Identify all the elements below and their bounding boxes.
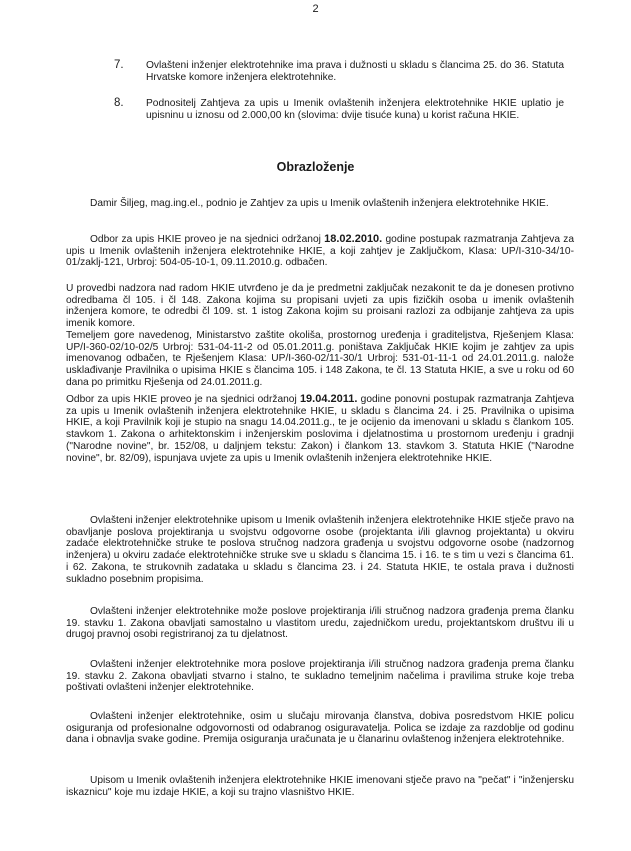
list-item-number: 8.: [114, 97, 124, 109]
paragraph-4: Temeljem gore navedenog, Ministarstvo zaštite okoliša, prostornog uređenja i graditeljstva, Rješenjem Klasa: UP/I-360-02/10-02/5 Urbroj: 531-04-11-2 od 05.01.2011.g. poništava Zaključak HKIE kojim je zahtjev za upis imenovanog odbačen, te Rješenjem Klasa: UP/I-360-02/11-30/1 Urbroj: 531-01-11-1 od 24.01.2011.g. nalože usklađivanje Pravilnika o upisima HKIE s člancima 105. i 148 Zakona, te čl. 13 Statuta HKIE, a sve u roku od 60 dana po primitku Rješenja od 24.01.2011.g.: [66, 330, 574, 388]
paragraph-7: Ovlašteni inženjer elektrotehnike može poslove projektiranja i/ili stručnog nadzora građenja prema članku 19. stavku 1. Zakona obavljati samostalno u vlastitom uredu, zajedničkom uredu, projektantskom društvu ili u drugoj pravnoj osobi registriranoj za tu djelatnost.: [66, 606, 574, 641]
list-item-8: [114, 98, 564, 121]
paragraph-1: Damir Šiljeg, mag.ing.el., podnio je Zahtjev za upis u Imenik ovlaštenih inženjera elektrotehnike HKIE.: [90, 198, 549, 209]
paragraph-text: Odbor za upis HKIE proveo je na sjednici održanoj: [66, 394, 300, 405]
page-number: 2: [312, 3, 319, 15]
paragraph-2: [66, 234, 574, 269]
paragraph-3: U provedbi nadzora nad radom HKIE utvrđeno je da je predmetni zaključak nezakonit te da je donesen protivno odredbama čl 105. i čl 148. Zakona kojima su propisani uvjeti za upis fizičkih osoba u imenik ovlaštenih inženjera komore, te odredbi čl 109. st. 1 istog Zakona kojim su proisani razlozi za odbijanje zahtjeva za upis imenik komore.: [66, 283, 574, 330]
list-item-text: Ovlašteni inženjer elektrotehnike ima prava i dužnosti u skladu s člancima 25. do 36. Statuta Hrvatske komore inženjera elektrotehnike.: [146, 60, 564, 83]
paragraph-6: Ovlašteni inženjer elektrotehnike upisom u Imenik ovlaštenih inženjera elektrotehnike HKIE stječe pravo na obavljanje poslova projektiranja u svojstvu odgovorne osobe (projektanta i/ili glavnog projektanta) u okviru zadaće elektrotehničke struke te poslova stručnog nadzora građenja u svojstvu odgovorne osobe (nadzornog inženjera) u okviru zadaće elektrotehničke struke sve u skladu s člancima 15. i 16. te s tim u vezi s člancima 61. i 62. Zakona, te strukovnih zadataka u skladu s člancima 23. i 24. Statuta HKIE, te ostala prava i dužnosti sukladno posebnim propisima.: [66, 515, 574, 585]
list-item-7: [114, 60, 564, 83]
paragraph-5: [66, 394, 574, 464]
paragraph-text: Odbor za upis HKIE proveo je na sjednici održanoj: [90, 234, 325, 245]
paragraph-text: godine ponovni postupak razmatranja Zahtjeva za upis u Imenik ovlaštenih inženjera elektrotehnike HKIE, u skladu s člancima 24. i 25. Pravilnika o upisima HKIE, a koji Pravilnik koji je stupio na snagu 14.04.2011.g., te je ocijenio da imenovani u skladu s člankom 105. stavkom 1. Zakona o arhitektonskim i inženjerskim poslovima i djelatnostima u prostornom uređenju i gradnji ("Narodne novine", br. 152/08, u daljnjem tekstu: Zakon) i člankom 13. stavkom 3. Statuta HKIE ("Narodne novine", br. 82/09), ispunjava uvjete za upis u Imenik ovlaštenih inženjera elektrotehnike HKIE.: [66, 394, 575, 464]
list-item-text: Podnositelj Zahtjeva za upis u Imenik ovlaštenih inženjera elektrotehnike HKIE uplatio je upisninu u iznosu od 2.000,00 kn (slovima: dvije tisuće kuna) u korist računa HKIE.: [146, 98, 564, 121]
meeting-date: 18.02.2010.: [324, 233, 383, 245]
section-heading: Obrazloženje: [276, 160, 355, 174]
meeting-date: 19.04.2011.: [299, 393, 358, 405]
paragraph-text: godine postupak razmatranja Zahtjeva za upis u Imenik ovlaštenih inženjera elektrotehnike HKIE, a koji zahtjev je Zaključkom, Klasa: UP/I-310-34/10-01/zaklj-121, Urbroj: 504-05-10-1, 09.11.2010.g. odbačen.: [66, 234, 574, 269]
list-item-number: 7.: [114, 59, 124, 71]
paragraph-9: Ovlašteni inženjer elektrotehnike, osim u slučaju mirovanja članstva, dobiva posredstvom HKIE policu osiguranja od profesionalne odgovornosti od odabranog osiguravatelja. Polica se izdaje za razdoblje od godinu dana i obnavlja svake godine. Premija osiguranja uračunata je u članarinu ovlaštenog inženjera elektrotehnike.: [66, 711, 574, 746]
paragraph-8: Ovlašteni inženjer elektrotehnike mora poslove projektiranja i/ili stručnog nadzora građenja prema članku 19. stavku 2. Zakona obavljati stvarno i stalno, te sukladno temeljnim načelima i pravilima struke koje treba poštivati ovlašteni inženjer elektrotehnike.: [66, 659, 574, 694]
paragraph-10: Upisom u Imenik ovlaštenih inženjera elektrotehnike HKIE imenovani stječe pravo na "pečat" i "inženjersku iskaznicu" koje mu izdaje HKIE, a koji su trajno vlasništvo HKIE.: [66, 775, 574, 798]
